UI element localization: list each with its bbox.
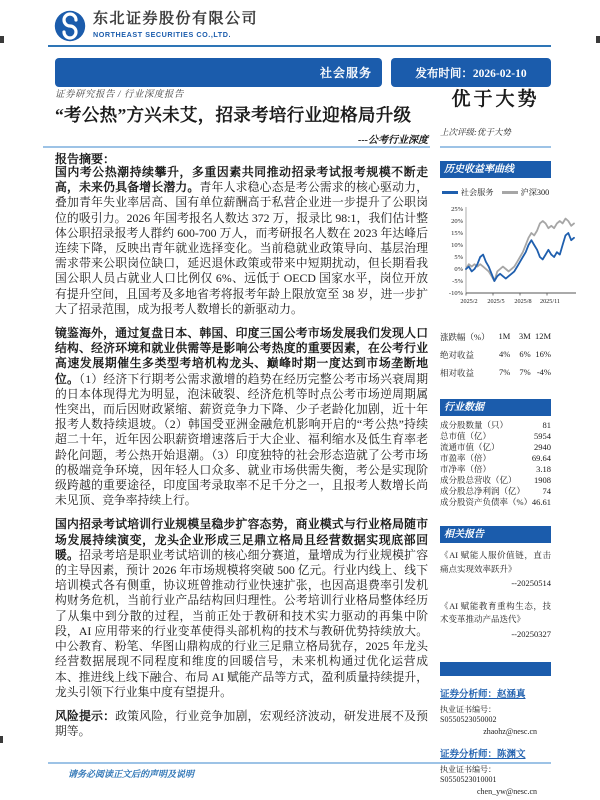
analyst-item [440,686,551,736]
history-chart [440,203,561,318]
paragraph-text: 政策风险，行业竞争加剧，宏观经济波动，研发进展不及预期等。 [55,708,428,739]
scan-artifact [0,736,3,743]
scan-artifact [0,36,4,43]
footer-divider [48,762,551,764]
row-label: 成分股数量（只） [440,420,509,430]
industry-data-table [440,420,551,508]
row-label: 市净率（倍） [440,464,492,474]
rating-badge: 优于大势 [451,89,540,110]
header-divider [48,45,551,47]
sector-label: 社会服务 [319,66,372,80]
analyst-name [440,746,551,760]
row-value: 5954 [534,431,551,441]
sector-banner [55,58,382,87]
previous-rating: 上次评级:优于大势 [440,127,511,137]
row-value: 69.64 [531,453,551,463]
svg-text:15%: 15% [451,230,463,238]
returns-cell: 相对收益 [440,368,475,378]
analyst-role: 证券分析师： [440,690,498,700]
row-value: 1908 [534,475,551,485]
returns-cell: 6% [519,349,531,359]
legend-label: 社会服务 [460,188,494,197]
legend-swatch [442,191,458,194]
analyst-role: 证券分析师： [440,750,498,760]
scan-artifact [596,36,600,43]
svg-text:2025/5: 2025/5 [487,298,505,305]
row-value: 74 [542,486,551,496]
returns-cell: 4% [498,349,511,359]
returns-cell: 绝对收益 [440,350,475,360]
row-label: 市盈率（倍） [440,453,492,463]
returns-cell: -4% [536,367,551,377]
returns-header-cell: 12M [534,331,551,341]
paragraph-lead: 风险提示： [55,708,116,723]
paragraph-text: 招录考培是职业考试培训的核心细分赛道，量增成为行业规模扩容的主导因素，预计 2026 年市场规模将突破 500 亿元。行业内线上、线下培训模式各有侧重，协议班曾推动行业快速扩张，也因高退费率引发机构财务危机，当前行业产品结构回归理性。公考培训行业格局整体经历了从集中到分散的过程，当前正处于教研和技术实力驱动的再集中阶段，AI 应用带来的行业变革使得头部机构的技术与教研优势持续放大。中公教育、粉笔、华图山鼎构成的行业三足鼎立格局犹存，2025 年龙头经营数据展现不同程度和维度的回暖信号，未来机构通过优化运营成本、推进线上线下融合、布局 AI 赋能产品等方式，盈利质量持续提升，龙头引领下行业集中度有望提升。 [55,547,428,699]
publish-date-label: 发布时间：2026-02-10 [415,67,527,80]
summary-label: 报告摘要： [55,152,116,166]
chart-section-header: 历史收益率曲线 [440,161,551,178]
paragraph-lead: 国内招录考试培训行业规模呈稳步扩容态势，商业模式与行业格局随市场发展持续演变，龙头企业形成三足鼎立格局且经营数据实现底部回暖。 [55,517,428,562]
report-item-date: --20250514 [511,578,551,588]
analyst-email: chen_yw@nesc.cn [476,787,537,796]
summary-paragraph [55,517,428,699]
returns-cell: 7% [519,367,531,377]
table-row [440,464,551,475]
report-type-breadcrumb: 证券研究报告 / 行业深度报告 [55,90,184,100]
report-title: “考公热”方兴未艾，招录考培行业迎格局升级 [55,105,412,125]
analyst-name [440,686,551,700]
summary-paragraph [55,326,428,508]
related-report-item [440,600,551,642]
table-row [440,475,551,486]
svg-text:2025/11: 2025/11 [539,298,561,305]
row-label: 成分股总净利润（亿） [440,486,526,496]
analyst-name-text: 赵涵真 [497,690,526,700]
paragraph-lead: 镜鉴海外，通过复盘日本、韩国、印度三国公考市场发展我们发现人口结构、经济环境和就业供需等是影响公考热度的重要因素，在公考行业高速发展期催生多类型考培机构龙头、巅峰时期一度达到市场垄断地位。 [55,326,428,386]
analyst-cert: 执业证书编号：S0550523010001 [440,765,497,784]
svg-text:25%: 25% [451,206,463,214]
table-row [440,442,551,453]
svg-text:-5%: -5% [452,278,463,286]
risk-paragraph [55,709,428,739]
row-label: 总市值（亿） [440,431,492,441]
analyst-email: zhaohz@nesc.cn [483,727,537,736]
svg-text:2025/2: 2025/2 [460,298,478,305]
svg-text:-10%: -10% [448,290,463,298]
table-row [440,497,551,508]
report-subtitle: ---公考行业深度 [358,135,428,146]
table-row [440,486,551,497]
returns-header-cell: 1M [498,331,511,341]
report-item-title: 《AI 赋能教育重构生态，技术变革推动产品迭代》 [440,600,551,624]
svg-text:2025/8: 2025/8 [514,298,532,305]
report-item-date: --20250327 [511,628,551,639]
row-label: 成分股总营收（亿） [440,475,517,485]
legend-item [502,187,550,198]
related-reports-header: 相关报告 [440,526,551,543]
svg-text:5%: 5% [454,254,463,262]
row-label: 流通市值（亿） [440,442,500,452]
company-name-block [93,10,258,39]
legend-swatch [502,191,518,194]
svg-text:0%: 0% [454,266,463,274]
returns-header-cell: 涨跌幅（%） [440,332,490,342]
analyst-name-text: 陈渊文 [497,750,526,760]
paragraph-lead: 国内考公热潮持续攀升，多重因素共同推动招录考试报考规模不断走高，未来仍具备增长潜力。 [55,165,428,195]
table-row [440,431,551,442]
company-name-cn: 东北证券股份有限公司 [93,10,259,27]
analyst-cert: 执业证书编号：S0550523050002 [440,705,497,724]
summary-body [55,165,428,748]
footer-disclaimer: 请务必阅读正文后的声明及说明 [68,769,195,779]
paragraph-text: （1）经济下行期考公需求激增的趋势在经历完整公考市场兴衰周期的日本体现得尤为明显，泡沫破裂、经济危机等时点公考市场逆周期属性突出，而后因财政紧缩、薪资竞争力下降、少子老龄化加剧，近十年报考人数持续退坡。（2）韩国受亚洲金融危机影响开启的“考公热”持续超二十年，近年因公职薪资增速落后于大企业、福利缩水及低生育率老龄化问题，考公热开始退潮。（3）印度独特的社会形态造就了公考市场的极端竞争环境，因年轻人口众多、就业市场供需失衡，考公是实现阶级跨越的重要途径，印度国考录取率不足千分之一，且报考人数增长尚未见顶、竞争率持续上行。 [55,371,428,508]
svg-text:10%: 10% [451,242,463,250]
returns-header-cell: 3M [518,331,531,341]
row-label: 成分股资产负债率（%） [440,497,533,507]
publish-date-banner [391,58,551,87]
title-divider [43,146,430,148]
industry-section-header: 行业数据 [440,399,551,416]
company-logo-icon [54,10,86,42]
row-value: 3.18 [536,464,551,474]
table-row [440,453,551,464]
paragraph-text: 青年人求稳心态是考公需求的核心驱动力，叠加青年失业率居高、国有单位薪酬高于私营企业进一步提升了公职岗位的吸引力。2026 年国考报名人数达 372 万，报录比 98:1，我们估计整体公职招录报考人群约 600-700 万人，而考研报名人数在 2023 年达峰后连续下降，反映出青年就业选择变化。当前稳就业政策导向、基层治理需求带来公职岗位缺口，延迟退休政策或带来中短期扰动，但长期看我国公职人员占就业人口比例仅 6%、远低于 OECD 国家水平，岗位开放有提升空间，且国考及多地省考将报考年龄上限放宽至 38 岁，进一步扩大了招录范围，成为报考人数增长的新驱动力。 [55,180,428,316]
returns-table [440,331,551,379]
legend-item [442,187,494,198]
brand-header [54,10,258,42]
sidebar-divider [440,146,551,148]
row-value: 2940 [534,442,551,452]
sidebar [440,88,561,796]
returns-cell: 7% [498,367,511,377]
returns-cell: 16% [535,349,551,359]
svg-text:20%: 20% [451,218,463,226]
report-item-title: 《AI 赋能人服价值链，直击痛点实现效率跃升》 [440,550,551,574]
row-value: 46.61 [531,497,551,507]
legend-label: 沪深300 [520,188,550,197]
row-value: 81 [542,420,551,430]
related-report-item [440,549,551,591]
summary-paragraph [55,165,428,317]
analyst-section-bar [440,662,551,676]
chart-legend [440,187,551,198]
company-name-en: NORTHEAST SECURITIES CO.,LTD. [93,30,232,39]
table-row [440,420,551,431]
analyst-item [440,746,551,796]
